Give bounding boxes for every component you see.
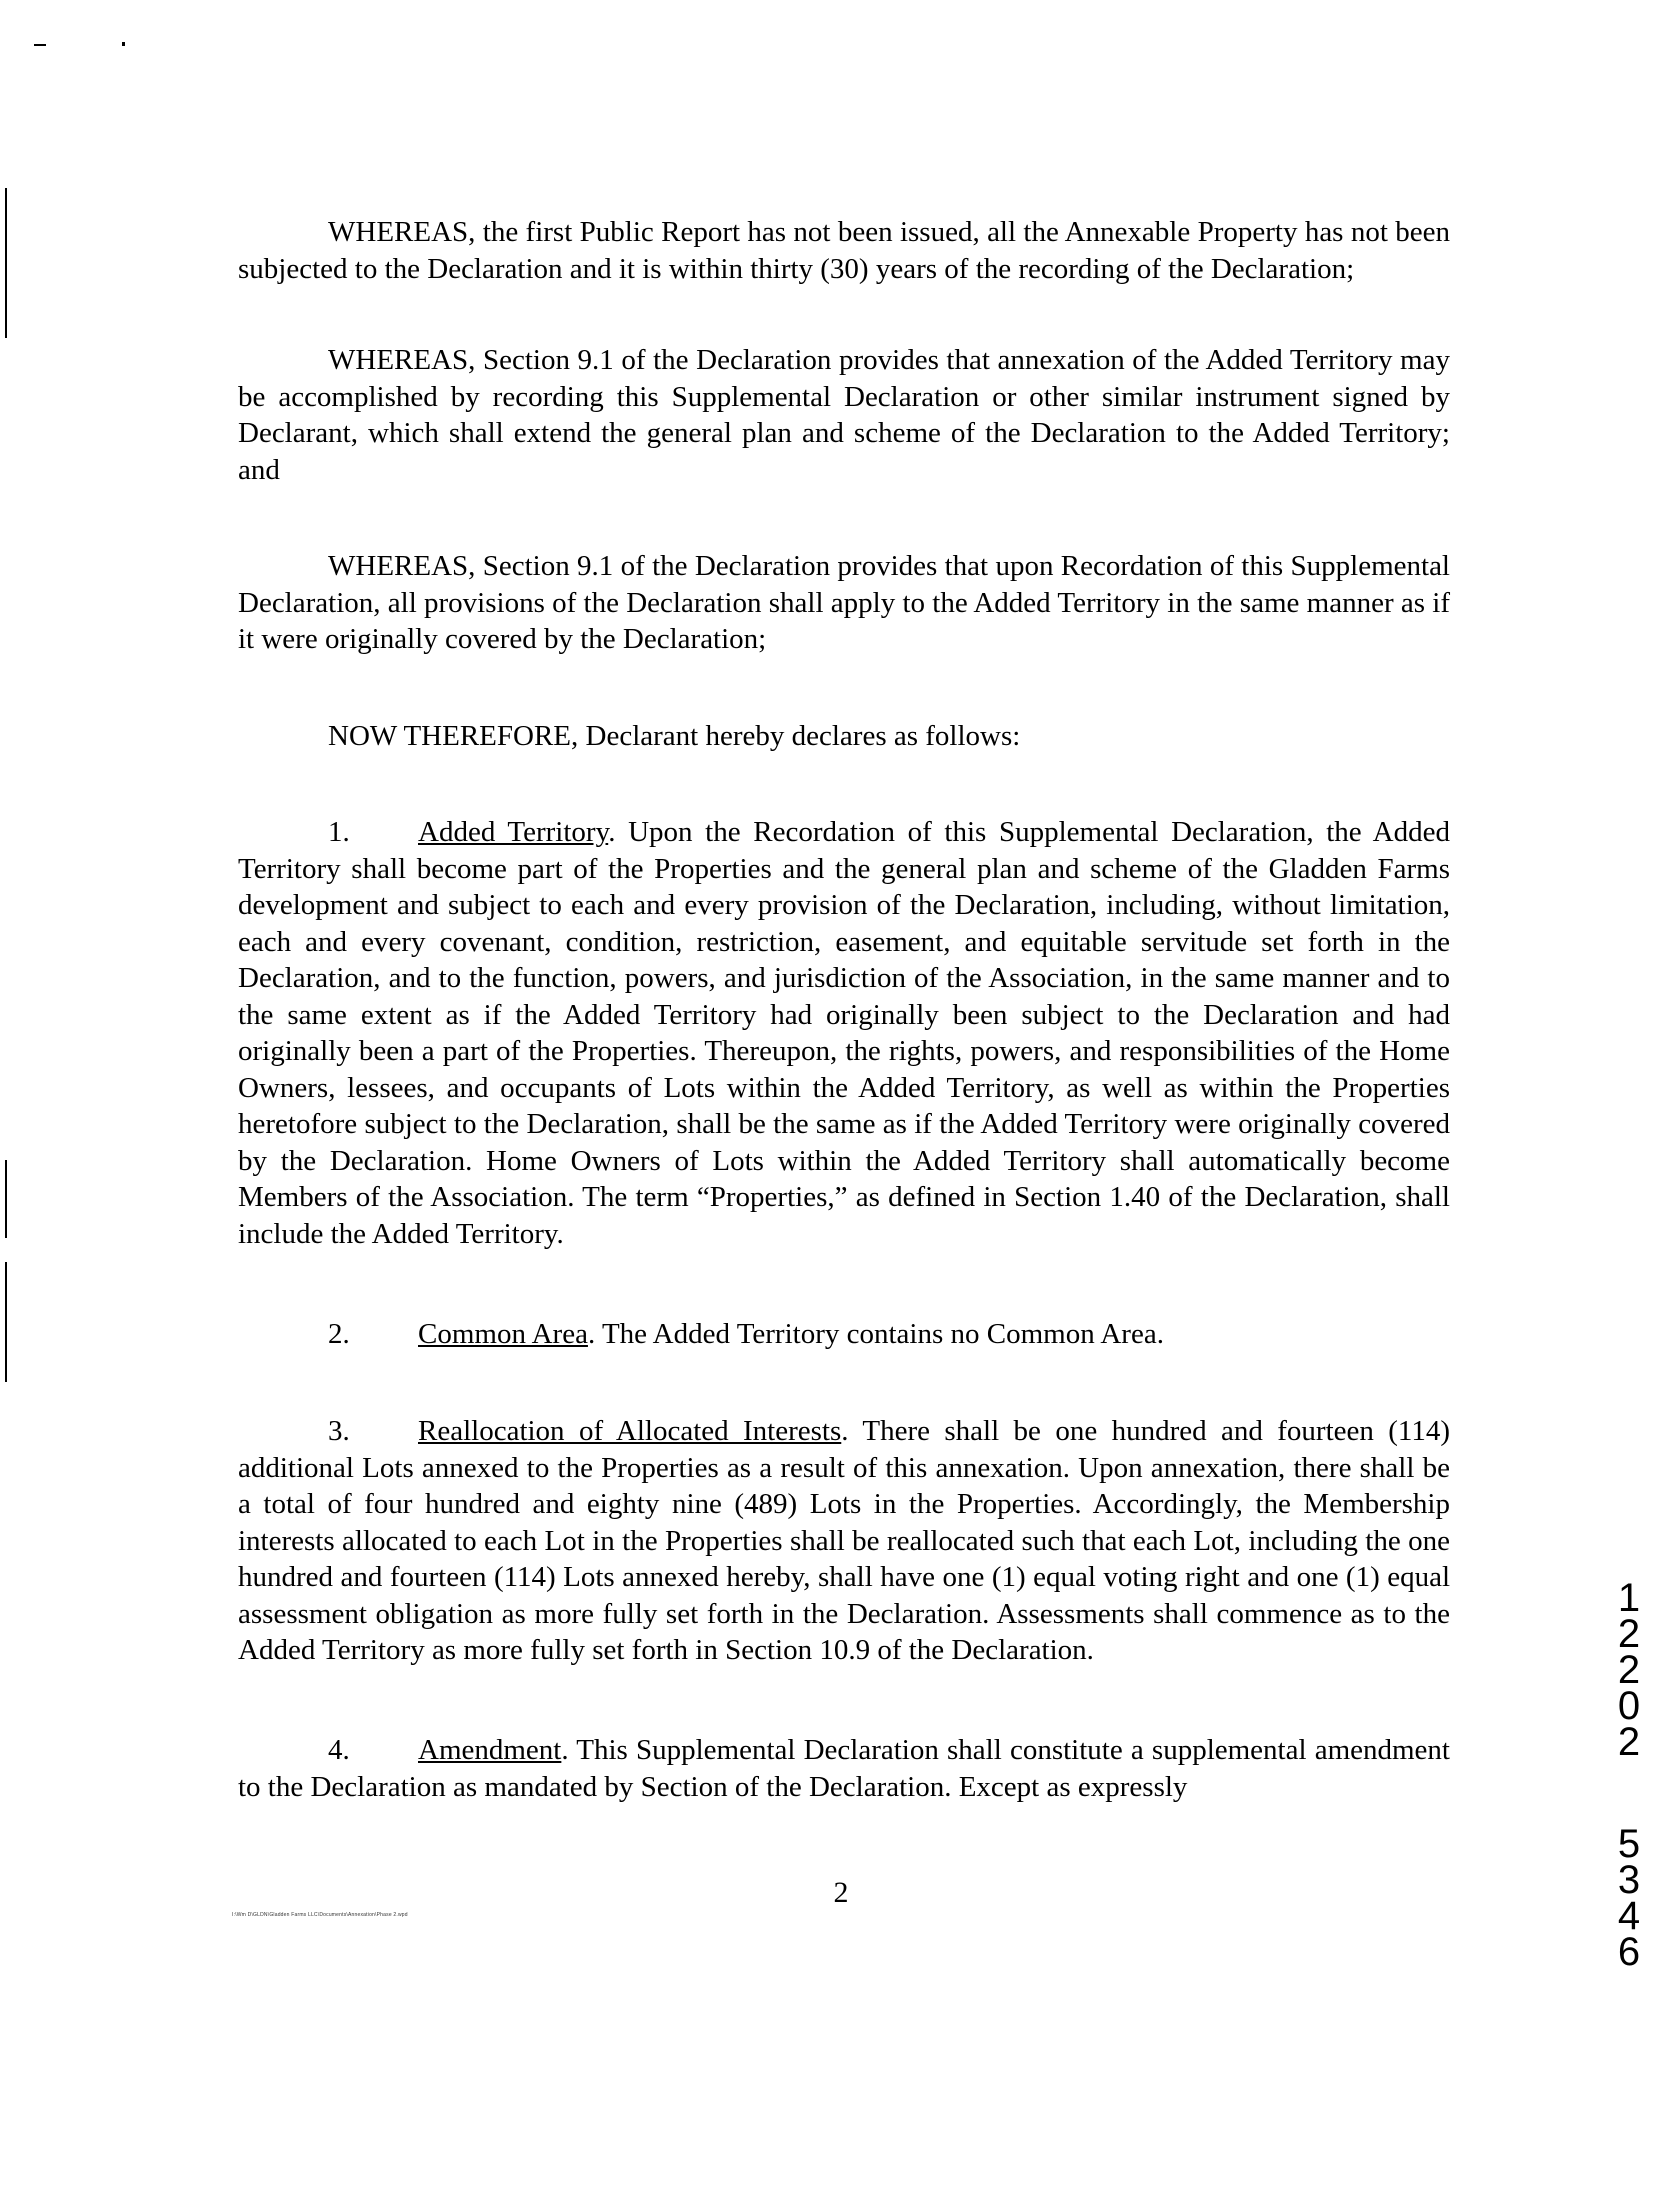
stamp-digit: 5	[1617, 1822, 1641, 1866]
section-number: 4.	[328, 1734, 350, 1766]
scan-edge-mark	[5, 188, 7, 338]
now-therefore-paragraph: NOW THEREFORE, Declarant hereby declares as follows:	[328, 720, 1021, 752]
recording-number-stamp	[1602, 1576, 1656, 1974]
scan-edge-mark	[5, 1262, 7, 1382]
stamp-digit: 2	[1617, 1720, 1641, 1764]
stamp-digit: 2	[1617, 1612, 1641, 1656]
whereas-public-report-paragraph: WHEREAS, the first Public Report has not been issued, all the Annexable Property has not been subjected to the Declaration and it is within thirty (30) years of the recording of the Declaration;	[238, 216, 1450, 285]
stamp-gap	[1602, 1760, 1656, 1826]
stamp-digit: 4	[1617, 1894, 1641, 1938]
stamp-digit: 0	[1617, 1684, 1641, 1728]
section-2-common-area: 2. Common Area. The Added Territory contains no Common Area.	[238, 1316, 1450, 1353]
section-heading: Common Area	[418, 1318, 588, 1350]
stamp-digit: 2	[1617, 1648, 1641, 1692]
whereas-recordation-paragraph: WHEREAS, Section 9.1 of the Declaration provides that upon Recordation of this Supplemental Declaration, all provisions of the Declaration shall apply to the Added Territory in the same manner as if it were originally covered by the Declaration;	[238, 550, 1450, 655]
section-1-added-territory: 1. Added Territory. Upon the Recordation of this Supplemental Declaration, the Added Territory shall become part of the Properties and the general plan and scheme of the Gladden Farms development and subject to each and every provision of the Declaration, including, without limitation, each and every covenant, condition, restriction, easement, and equitable servitude set forth in the Declaration, and to the function, powers, and jurisdiction of the Association, in the same manner and to the same extent as if the Added Territory had originally been subject to the Declaration and had originally been a part of the Properties. Thereupon, the rights, powers, and responsibilities of the Home Owners, lessees, and occupants of Lots within the Added Territory, as well as within the Properties heretofore subject to the Declaration, shall be the same as if the Added Territory were originally covered by the Declaration. Home Owners of Lots within the Added Territory shall automatically become Members of the Association. The term “Properties,” as defined in Section 1.40 of the Declaration, shall include the Added Territory.	[238, 816, 1450, 1250]
section-heading: Amendment	[418, 1734, 562, 1766]
section-text: The Added Territory contains no Common Area.	[601, 1318, 1164, 1350]
footer-file-path: I:\Wm D\GLDN\Gladden Farms LLC\Documents\Annexation\Phase 2.wpd	[232, 1912, 408, 1918]
stamp-digit: 6	[1617, 1930, 1641, 1974]
section-number: 2.	[328, 1318, 350, 1350]
section-heading: Reallocation of Allocated Interests	[418, 1415, 842, 1447]
page-number: 2	[833, 1876, 849, 1909]
scan-speck	[122, 42, 125, 46]
section-3-reallocation: 3. Reallocation of Allocated Interests. There shall be one hundred and fourteen (114) additional Lots annexed to the Properties as a result of this annexation. Upon annexation, there shall be a total of four hundred and eighty nine (489) Lots in the Properties. Accordingly, the Membership interests allocated to each Lot in the Properties shall be reallocated such that each Lot, including the one hundred and fourteen (114) Lots annexed hereby, shall have one (1) equal voting right and one (1) equal assessment obligation as more fully set forth in the Declaration. Assessments shall commence as to the Added Territory as more fully set forth in Section 10.9 of the Declaration.	[238, 1415, 1450, 1666]
section-4-amendment: 4. Amendment. This Supplemental Declaration shall constitute a supplemental amendment to the Declaration as mandated by Section of the Declaration. Except as expressly	[238, 1734, 1450, 1803]
scan-speck	[34, 44, 46, 46]
section-text: There shall be one hundred and fourteen (114) additional Lots annexed to the Properties as a result of this annexation. Upon annexation, there shall be a total of four hundred and eighty nine (489) Lots in the Properties. Accordingly, the Membership interests allocated to each Lot in the Properties shall be reallocated such that each Lot, including the one hundred and fourteen (114) Lots annexed hereby, shall have one (1) equal voting right and one (1) equal assessment obligation as more fully set forth in the Declaration. Assessments shall commence as to the Added Territory as more fully set forth in Section 10.9 of the Declaration.	[238, 1415, 1450, 1666]
section-text: This Supplemental Declaration shall constitute a supplemental amendment to the Declaration as mandated by Section of the Declaration. Except as expressly	[238, 1734, 1450, 1803]
whereas-section-9-1-annexation-paragraph: WHEREAS, Section 9.1 of the Declaration provides that annexation of the Added Territory may be accomplished by recording this Supplemental Declaration or other similar instrument signed by Declarant, which shall extend the general plan and scheme of the Declaration to the Added Territory; and	[238, 344, 1450, 486]
stamp-digit: 3	[1617, 1858, 1641, 1902]
section-text: Upon the Recordation of this Supplemental Declaration, the Added Territory shall become part of the Properties and the general plan and scheme of the Gladden Farms development and subject to each and every provision of the Declaration, including, without limitation, each and every covenant, condition, restriction, easement, and equitable servitude set forth in the Declaration, and to the function, powers, and jurisdiction of the Association, in the same manner and to the same extent as if the Added Territory had originally been subject to the Declaration and had originally been a part of the Properties. Thereupon, the rights, powers, and responsibilities of the Home Owners, lessees, and occupants of Lots within the Added Territory, as well as within the Properties heretofore subject to the Declaration, shall be the same as if the Added Territory were originally covered by the Declaration. Home Owners of Lots within the Added Territory shall automatically become Members of the Association. The term “Properties,” as defined in Section 1.40 of the Declaration, shall include the Added Territory.	[238, 816, 1450, 1250]
section-heading: Added Territory	[418, 816, 609, 848]
scan-edge-mark	[5, 1160, 7, 1238]
section-number: 1.	[328, 816, 350, 848]
stamp-digit: 1	[1617, 1576, 1641, 1620]
section-number: 3.	[328, 1415, 350, 1447]
